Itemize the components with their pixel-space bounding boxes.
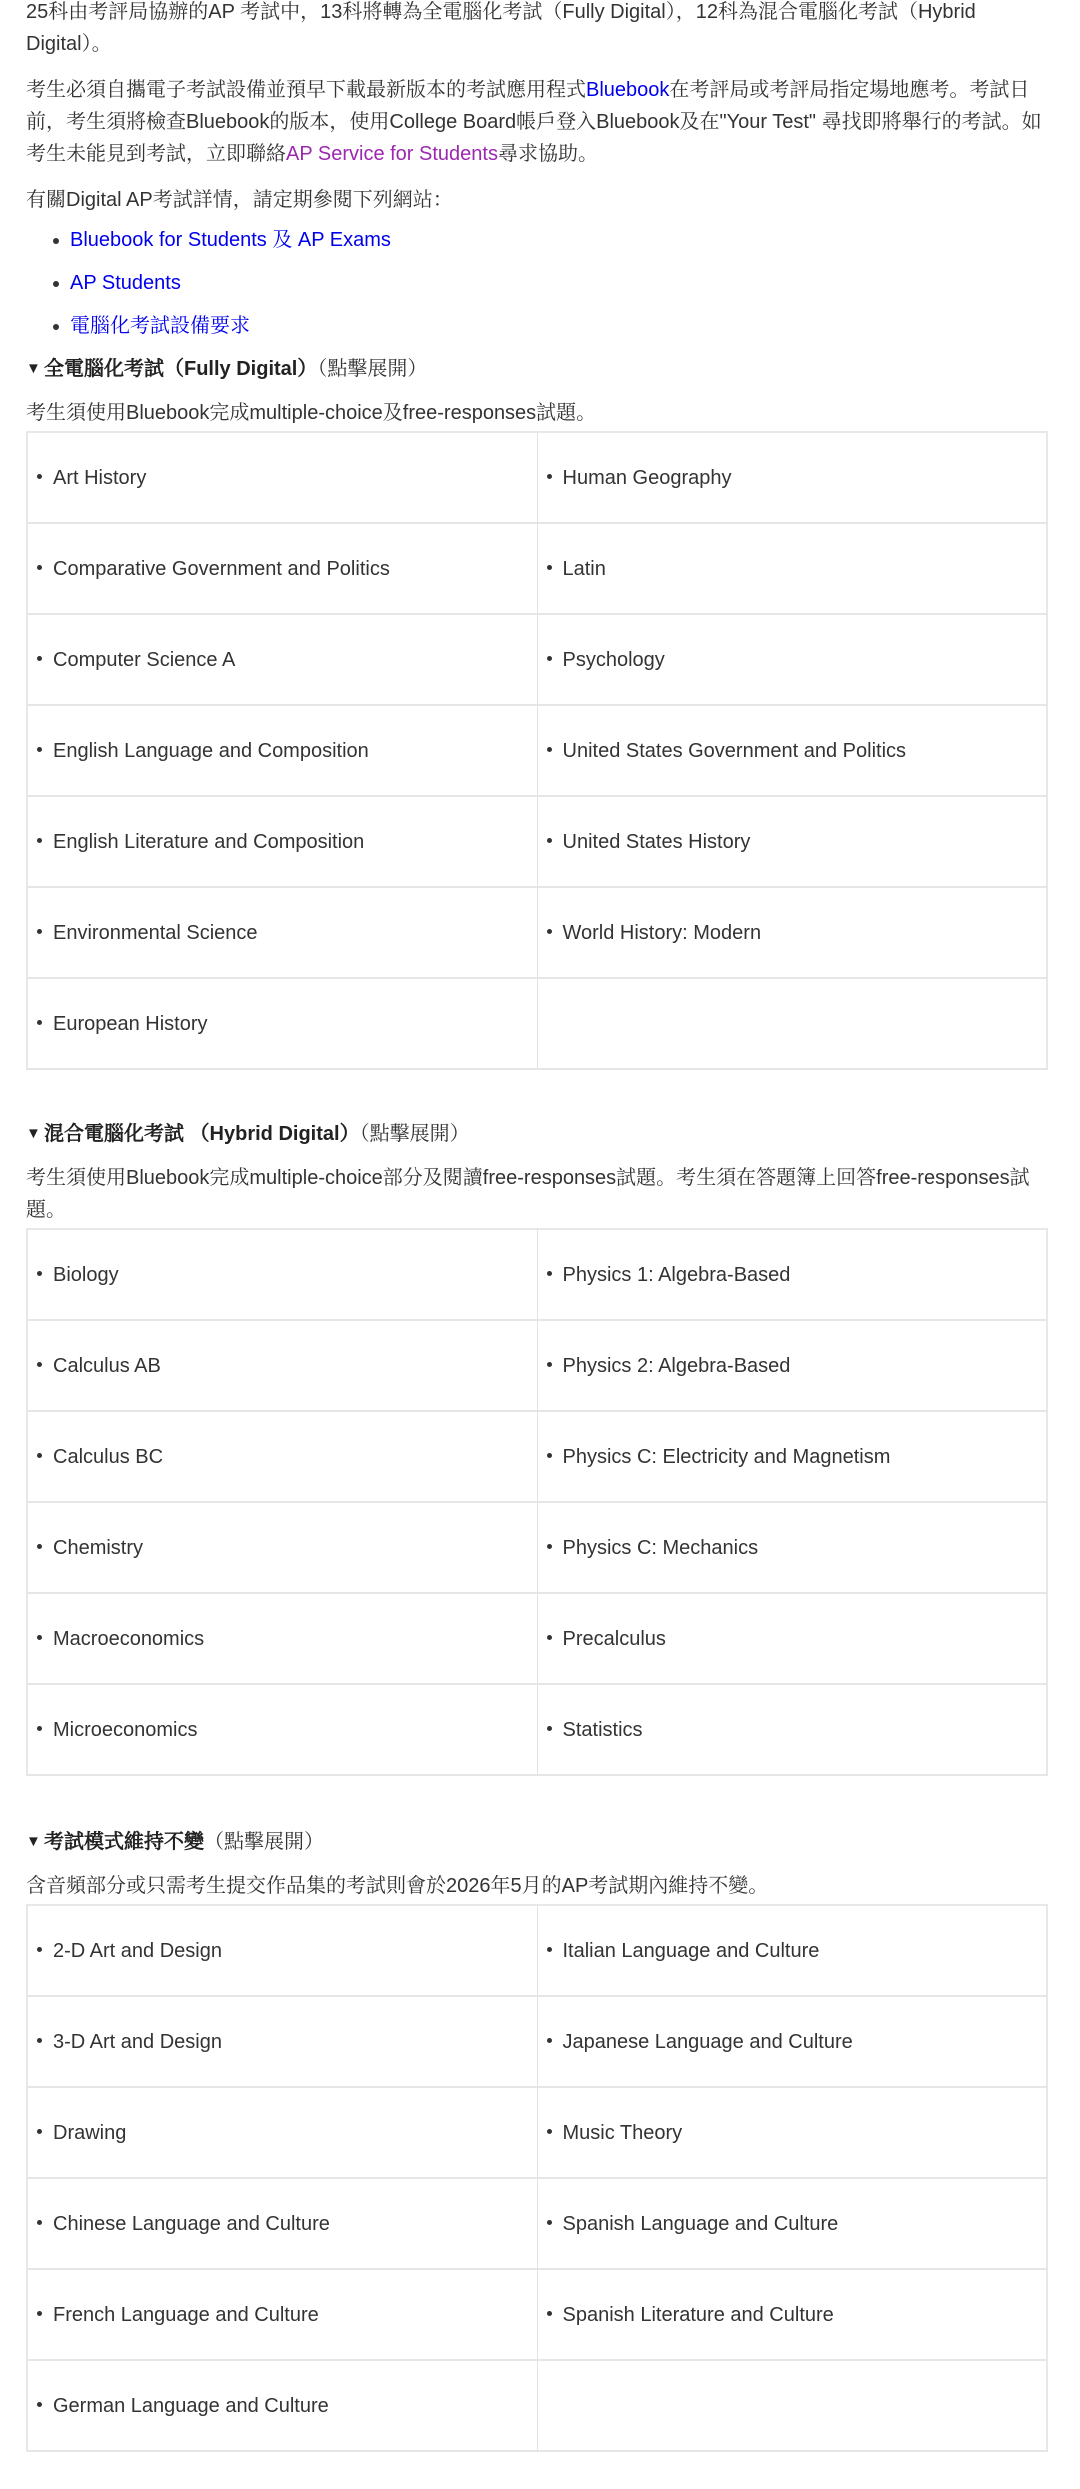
hybrid-digital-toggle[interactable] <box>26 1118 1054 1150</box>
table-cell <box>537 523 1047 614</box>
table-cell <box>537 614 1047 705</box>
subject-item: Microeconomics <box>36 1714 537 1746</box>
fully-digital-toggle[interactable] <box>26 353 1054 385</box>
table-cell <box>27 614 537 705</box>
section-description: 考生須使用Bluebook完成multiple-choice部分及閱讀free-responses試題。考生須在答題簿上回答free-responses試題。 <box>26 1167 1030 1221</box>
subject-item: 2-D Art and Design <box>36 1935 537 1967</box>
expand-hint: （點擊展開） <box>317 358 428 380</box>
subject-item: Art History <box>36 462 537 494</box>
table-row <box>27 614 1047 705</box>
subject-item: French Language and Culture <box>36 2299 537 2331</box>
expand-hint: （點擊展開） <box>359 1123 470 1145</box>
subject-item: Italian Language and Culture <box>546 1935 1047 1967</box>
table-cell <box>537 1411 1047 1502</box>
subject-item: Spanish Literature and Culture <box>546 2299 1047 2331</box>
subject-item: Music Theory <box>546 2117 1047 2149</box>
table-cell <box>537 2269 1047 2360</box>
ap-students-link[interactable]: AP Students <box>70 272 181 294</box>
hybrid-digital-subjects-table <box>26 1228 1048 1776</box>
list-item-bluebook-ap-exams <box>70 224 1054 256</box>
subject-item: Biology <box>36 1259 537 1291</box>
expand-hint: （點擊展開） <box>204 1831 324 1853</box>
instructions-text-start: 考生必須自攜電子考試設備並預早下載最新版本的考試應用程式 <box>26 79 586 101</box>
subject-item: Calculus BC <box>36 1441 537 1473</box>
subject-item: Chinese Language and Culture <box>36 2208 537 2240</box>
table-row <box>27 1320 1047 1411</box>
websites-intro-paragraph: 有關Digital AP考試詳情，請定期參閱下列網站： <box>26 189 453 211</box>
subject-item: Japanese Language and Culture <box>546 2026 1047 2058</box>
section-title: 全電腦化考試（Fully Digital） <box>44 358 318 380</box>
table-row <box>27 705 1047 796</box>
link-joiner: 及 <box>266 229 298 251</box>
table-cell <box>537 796 1047 887</box>
table-cell <box>27 1229 537 1320</box>
subject-item: Physics 2: Algebra-Based <box>546 1350 1047 1382</box>
empty-table-cell <box>537 2360 1047 2451</box>
subject-item: Physics 1: Algebra-Based <box>546 1259 1047 1291</box>
table-cell <box>27 523 537 614</box>
table-cell <box>27 2360 537 2451</box>
resource-links-list <box>26 224 1054 342</box>
instructions-text-end: 尋求協助。 <box>497 143 598 165</box>
table-cell <box>537 1593 1047 1684</box>
intro-paragraph: 25科由考評局協辦的AP 考試中，13科將轉為全電腦化考試（Fully Digital），12科為混合電腦化考試（Hybrid Digital）。 <box>26 1 976 55</box>
unchanged-format-toggle[interactable] <box>26 1826 1054 1858</box>
triangle-down-icon: ▼ <box>26 1125 41 1142</box>
table-row <box>27 978 1047 1069</box>
table-cell <box>537 432 1047 523</box>
section-title: 考試模式維持不變 <box>44 1831 204 1853</box>
subject-item: Calculus AB <box>36 1350 537 1382</box>
table-cell <box>27 2269 537 2360</box>
table-cell <box>537 1905 1047 1996</box>
subject-item: English Language and Composition <box>36 735 537 767</box>
table-cell <box>537 887 1047 978</box>
list-item-device-requirements <box>70 310 1054 342</box>
table-cell <box>27 887 537 978</box>
table-cell <box>537 1320 1047 1411</box>
table-cell <box>27 2178 537 2269</box>
table-row <box>27 2269 1047 2360</box>
subject-item: Spanish Language and Culture <box>546 2208 1047 2240</box>
subject-item: English Literature and Composition <box>36 826 537 858</box>
table-row <box>27 887 1047 978</box>
table-cell <box>27 2087 537 2178</box>
section-description: 考生須使用Bluebook完成multiple-choice及free-responses試題。 <box>26 402 597 424</box>
table-row <box>27 1411 1047 1502</box>
subject-item: Human Geography <box>546 462 1047 494</box>
table-cell <box>537 1502 1047 1593</box>
list-item-ap-students <box>70 267 1054 299</box>
table-cell <box>27 705 537 796</box>
table-row <box>27 2178 1047 2269</box>
subject-item: Latin <box>546 553 1047 585</box>
fully-digital-subjects-table <box>26 431 1048 1070</box>
table-row <box>27 1684 1047 1775</box>
table-cell <box>537 705 1047 796</box>
subject-item: Statistics <box>546 1714 1047 1746</box>
table-row <box>27 2087 1047 2178</box>
table-cell <box>27 1320 537 1411</box>
section-hybrid-digital <box>26 1118 1054 1776</box>
table-cell <box>27 1684 537 1775</box>
section-fully-digital <box>26 353 1054 1070</box>
triangle-down-icon: ▼ <box>26 360 41 377</box>
table-cell <box>537 2087 1047 2178</box>
subject-item: Macroeconomics <box>36 1623 537 1655</box>
section-title: 混合電腦化考試 （Hybrid Digital） <box>44 1123 360 1145</box>
table-cell <box>537 1684 1047 1775</box>
table-cell <box>537 2178 1047 2269</box>
subject-item: 3-D Art and Design <box>36 2026 537 2058</box>
section-description: 含音頻部分或只需考生提交作品集的考試則會於2026年5月的AP考試期內維持不變。 <box>26 1875 769 1897</box>
empty-table-cell <box>537 978 1047 1069</box>
ap-exams-link[interactable]: AP Exams <box>297 229 391 251</box>
table-row <box>27 1905 1047 1996</box>
table-row <box>27 1229 1047 1320</box>
table-row <box>27 1502 1047 1593</box>
table-cell <box>537 1229 1047 1320</box>
subject-item: Precalculus <box>546 1623 1047 1655</box>
subject-item: Psychology <box>546 644 1047 676</box>
subject-item: German Language and Culture <box>36 2390 537 2422</box>
unchanged-subjects-table <box>26 1904 1048 2452</box>
subject-item: Chemistry <box>36 1532 537 1564</box>
subject-item: Comparative Government and Politics <box>36 553 537 585</box>
bluebook-for-students-link[interactable]: Bluebook for Students <box>70 229 267 251</box>
subject-item: Computer Science A <box>36 644 537 676</box>
table-cell <box>27 1996 537 2087</box>
triangle-down-icon: ▼ <box>26 1833 41 1850</box>
table-cell <box>27 1593 537 1684</box>
table-cell <box>27 978 537 1069</box>
subject-item: Environmental Science <box>36 917 537 949</box>
subject-item: European History <box>36 1008 537 1040</box>
ap-service-for-students-link[interactable]: AP Service for Students <box>286 143 498 165</box>
section-unchanged-format <box>26 1826 1054 2452</box>
instructions-text-middle: 在考評局或考評局指定場地應考。考試日前，考生須將檢查Bluebook的版本，使用College Board帳戶登入Bluebook及在"Your Test" 尋找即將舉行的考試。如考生未能見到考試，立即聯絡 <box>26 79 1042 165</box>
subject-item: World History: Modern <box>546 917 1047 949</box>
bluebook-instructions-paragraph <box>26 74 1054 170</box>
table-cell <box>27 432 537 523</box>
subject-item: Physics C: Mechanics <box>546 1532 1047 1564</box>
bluebook-link[interactable]: Bluebook <box>586 79 670 101</box>
table-cell <box>537 1996 1047 2087</box>
table-row <box>27 796 1047 887</box>
subject-item: Physics C: Electricity and Magnetism <box>546 1441 1047 1473</box>
subject-item: United States Government and Politics <box>546 735 1047 767</box>
table-row <box>27 2360 1047 2451</box>
table-row <box>27 432 1047 523</box>
device-requirements-link[interactable]: 電腦化考試設備要求 <box>70 315 250 337</box>
table-cell <box>27 1905 537 1996</box>
table-row <box>27 1996 1047 2087</box>
subject-item: United States History <box>546 826 1047 858</box>
table-cell <box>27 1502 537 1593</box>
table-row <box>27 523 1047 614</box>
table-cell <box>27 1411 537 1502</box>
table-cell <box>27 796 537 887</box>
subject-item: Drawing <box>36 2117 537 2149</box>
table-row <box>27 1593 1047 1684</box>
